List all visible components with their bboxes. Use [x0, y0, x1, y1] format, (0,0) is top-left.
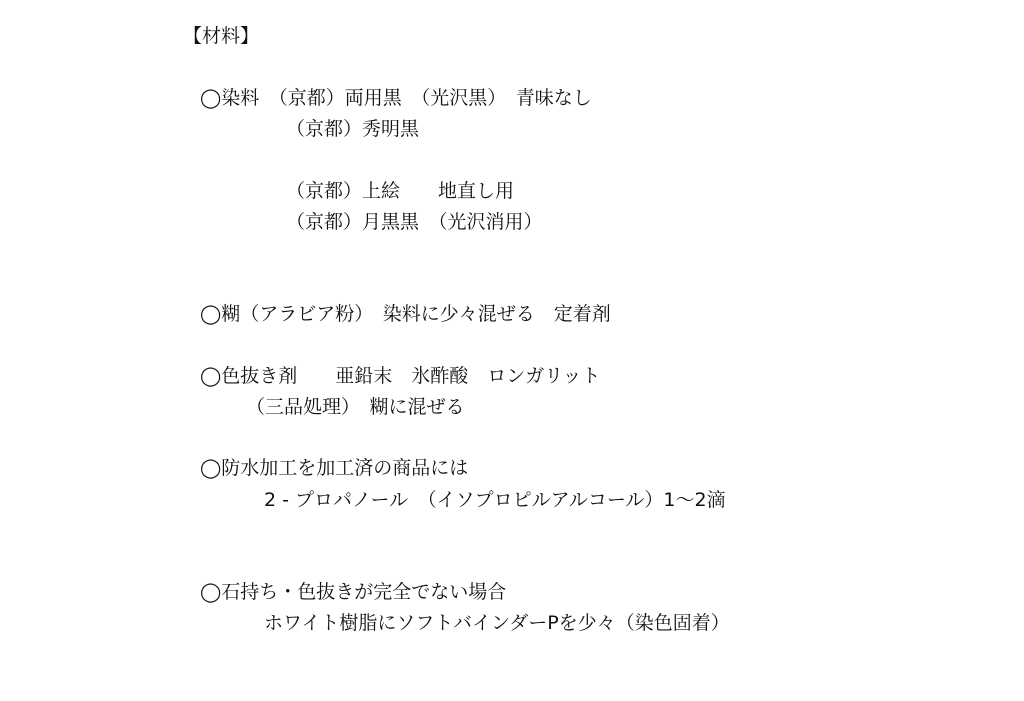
- text-line-incomplete: ◯石持ち・色抜きが完全でない場合: [200, 581, 507, 603]
- text-line-three-item-process: （三品処理） 糊に混ぜる: [246, 396, 465, 418]
- text-line-propanol: 2 - プロパノール （イソプロピルアルコール）1～2滴: [264, 489, 726, 511]
- text-line-dyes-3: （京都）上絵 地直し用: [286, 180, 515, 202]
- text-line-dyes: ◯染料 （京都）両用黒 （光沢黒） 青味なし: [200, 87, 592, 109]
- text-line-white-resin: ホワイト樹脂にソフトバインダーPを少々（染色固着）: [264, 612, 730, 634]
- text-line-dyes-4: （京都）月黒黒 （光沢消用）: [286, 211, 543, 233]
- text-line-waterproof: ◯防水加工を加工済の商品には: [200, 457, 469, 479]
- text-line-discharge-agent: ◯色抜き剤 亜鉛末 氷酢酸 ロンガリット: [200, 365, 601, 387]
- text-line-dyes-2: （京都）秀明黒: [286, 118, 420, 140]
- text-line-paste: ◯糊（アラビア粉） 染料に少々混ぜる 定着剤: [200, 303, 611, 325]
- document-heading: 【材料】: [183, 25, 260, 47]
